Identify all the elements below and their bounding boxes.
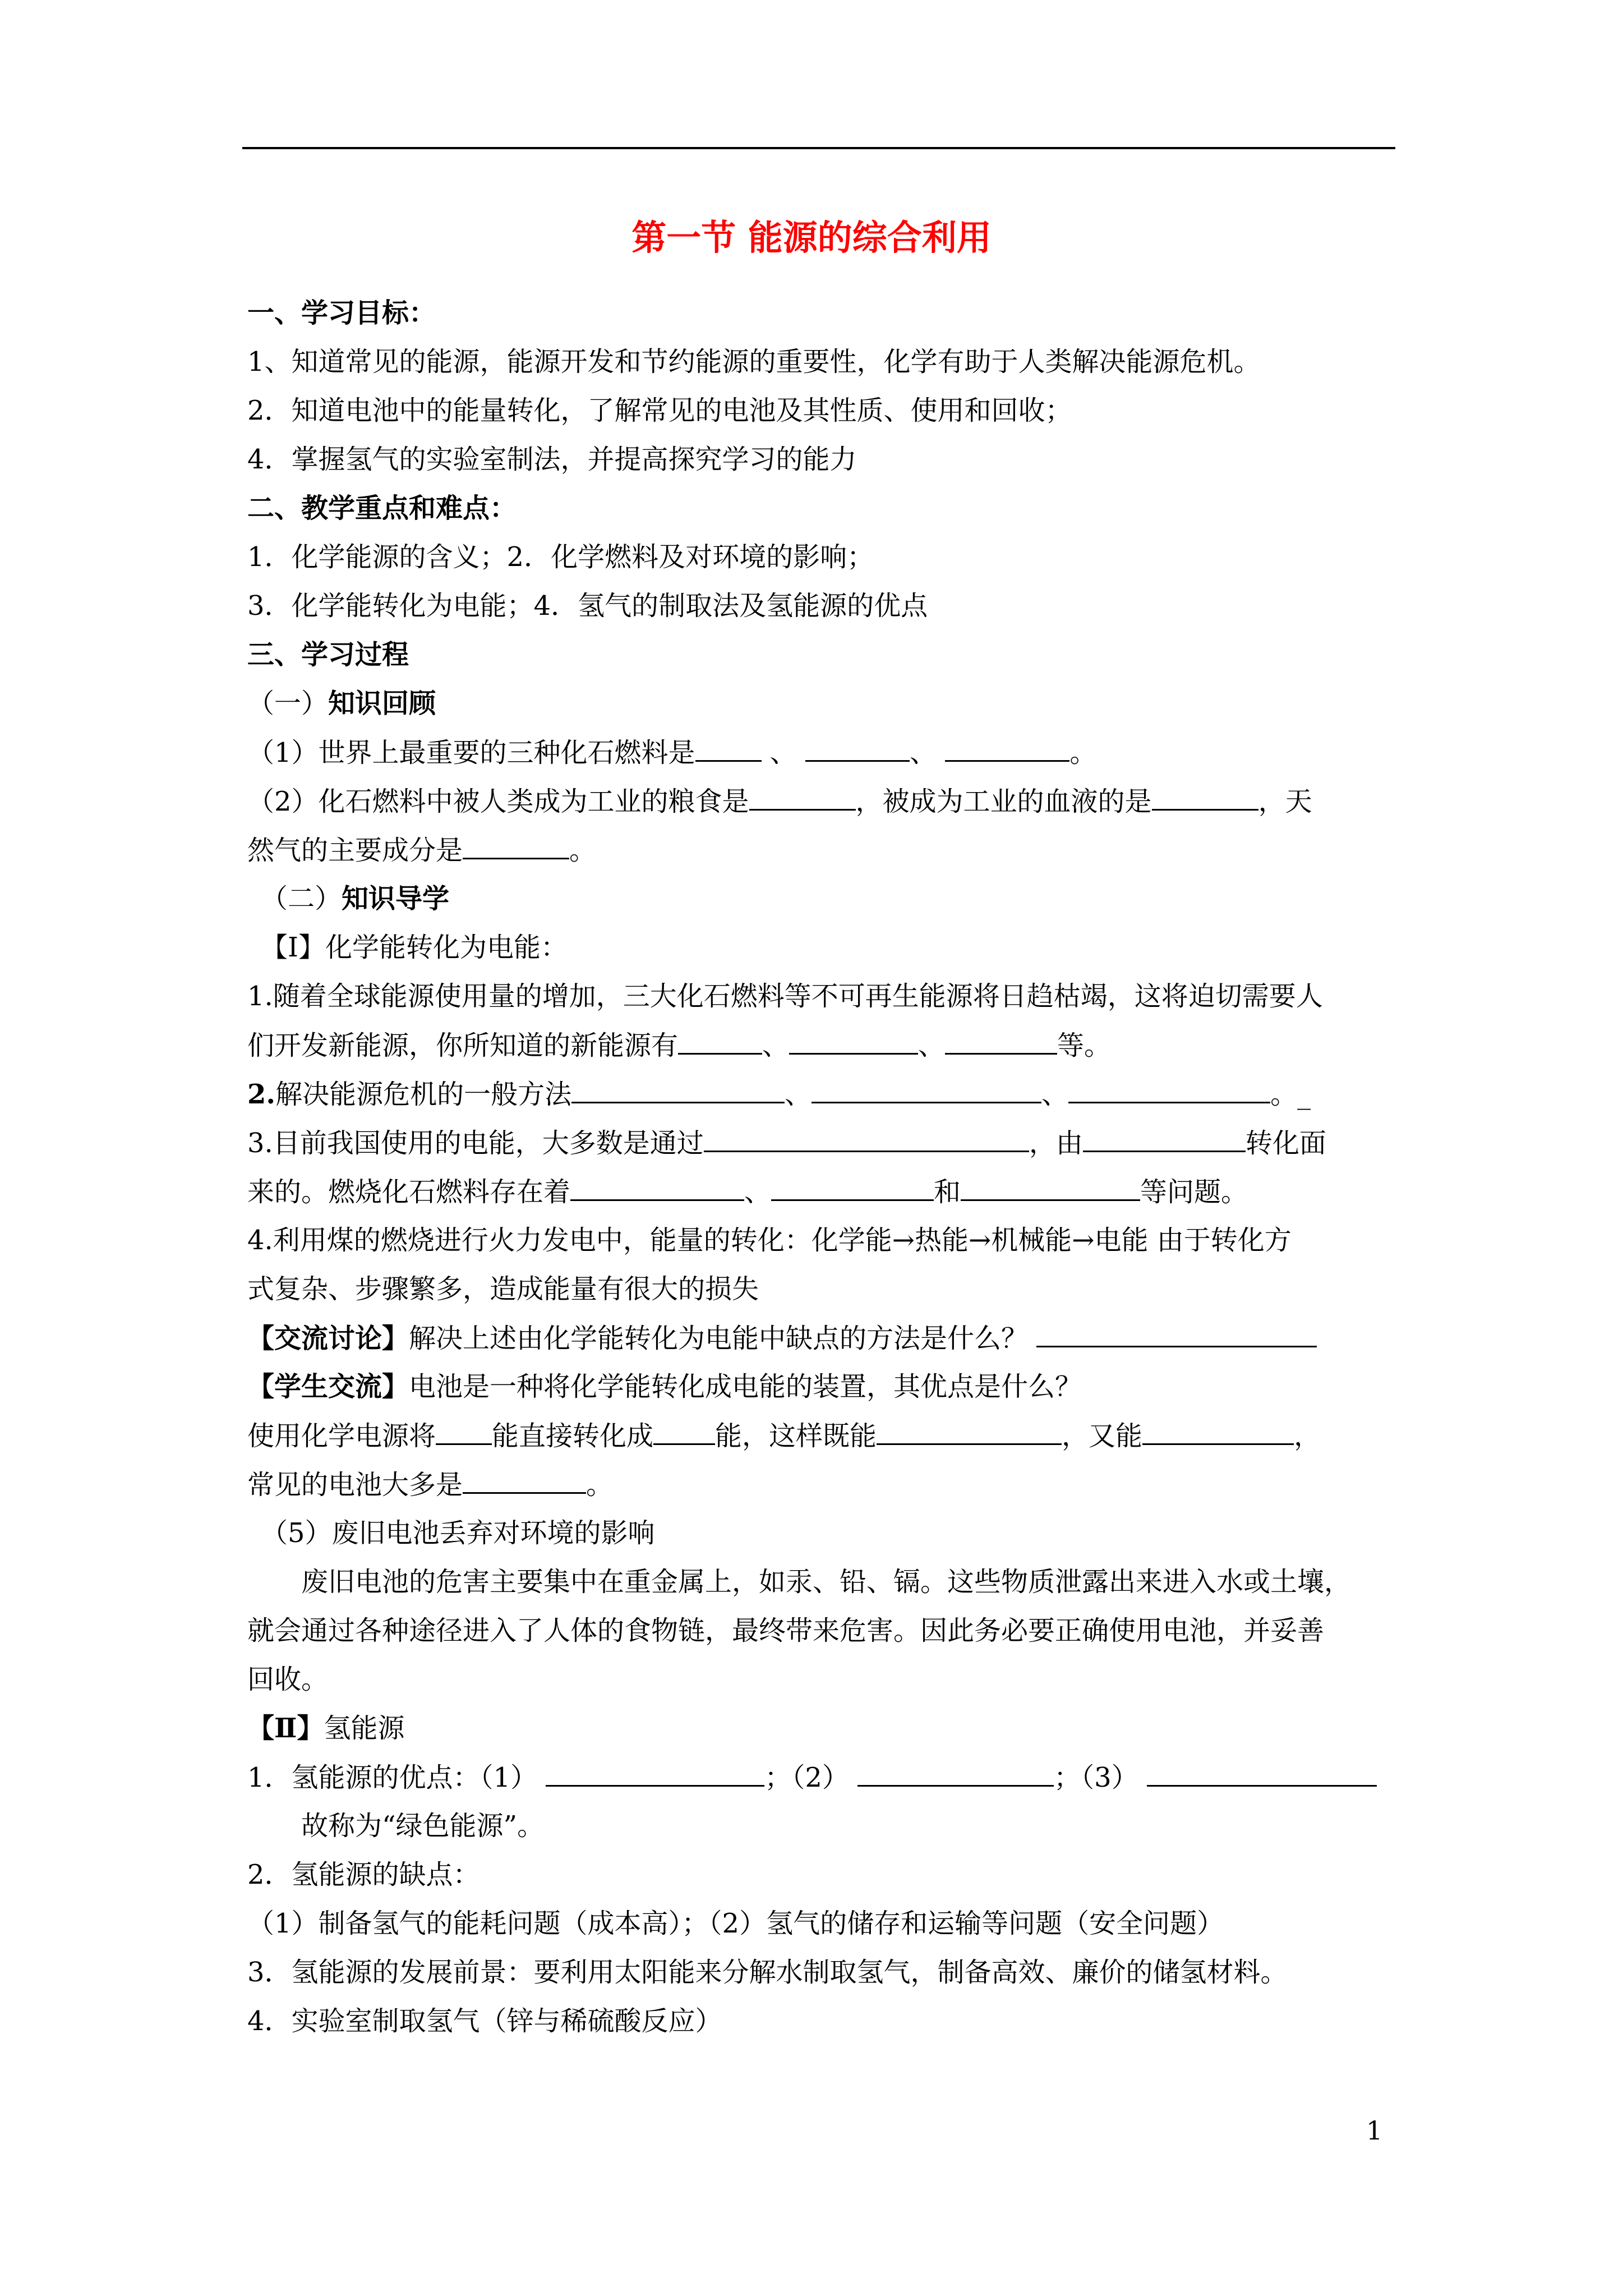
text-segment: 2．氢能源的缺点：: [247, 1859, 480, 1890]
text-segment: 二、教学重点和难点：: [247, 493, 517, 524]
text-line-l36: [247, 2004, 1397, 2038]
fill-in-blank[interactable]: [1142, 1419, 1294, 1445]
text-segment: 一、学习目标：: [247, 297, 436, 329]
text-segment: 、: [1041, 1079, 1069, 1110]
text-segment: 等。: [1057, 1030, 1112, 1061]
fill-in-blank[interactable]: [571, 1077, 785, 1103]
text-segment: 、: [910, 737, 946, 769]
fill-in-blank[interactable]: [1147, 1760, 1377, 1787]
document-title: 第一节 能源的综合利用: [631, 217, 992, 258]
text-segment: 故称为“绿色能源”。: [301, 1810, 545, 1842]
fill-in-blank[interactable]: [961, 1175, 1140, 1201]
text-segment: 1．化学能源的含义；2．化学燃料及对环境的影响；: [247, 541, 874, 573]
text-segment: 【Ⅰ】化学能转化为电能：: [261, 932, 568, 963]
text-segment: （1）制备氢气的能耗问题（成本高）；（2）氢气的储存和运输等问题（安全问题）: [247, 1908, 1224, 1939]
text-segment: ，被成为工业的血液的是: [855, 786, 1152, 817]
text-segment: 解决能源危机的一般方法: [275, 1079, 572, 1110]
text-segment: 2．知道电池中的能量转化，了解常见的电池及其性质、使用和回收；: [247, 395, 1072, 426]
text-segment: 电池是一种将化学能转化成电能的装置，其优点是什么？: [409, 1371, 1082, 1402]
text-segment: （2）化石燃料中被人类成为工业的粮食是: [247, 786, 749, 817]
text-segment: 等问题。: [1140, 1176, 1248, 1208]
text-segment: 解决上述由化学能转化为电能中缺点的方法是什么？: [409, 1323, 1037, 1354]
text-segment: 1.随着全球能源使用量的增加，三大化石燃料等不可再生能源将日趋枯竭，这将迫切需要人: [247, 981, 1323, 1012]
text-segment: 4．实验室制取氢气（锌与稀硫酸反应）: [247, 2005, 722, 2037]
text-segment: 4．掌握氢气的实验室制法，并提高探究学习的能力: [247, 444, 857, 475]
text-segment: 、: [918, 1030, 946, 1061]
text-line-l11: [247, 784, 1397, 818]
text-segment: 转化面: [1245, 1128, 1326, 1159]
text-line-l6: [247, 540, 1397, 574]
fill-in-blank[interactable]: [704, 1126, 1029, 1152]
text-segment: ；（2）: [764, 1762, 858, 1793]
text-line-l30: [247, 1711, 1397, 1745]
fill-in-blank[interactable]: [1083, 1126, 1246, 1152]
fill-in-blank[interactable]: [1036, 1321, 1317, 1347]
text-segment: （5）废旧电池丢弃对环境的影响: [261, 1517, 655, 1549]
text-line-l14: [247, 931, 1410, 964]
text-segment: （二）: [261, 883, 342, 914]
text-segment: 废旧电池的危害主要集中在重金属上，如汞、铅、镉。这些物质泄露出来进入水或土壤，: [301, 1566, 1352, 1598]
fill-in-blank[interactable]: [653, 1419, 715, 1445]
text-line-l8: [247, 638, 1397, 671]
text-segment: 、: [744, 1176, 772, 1208]
text-segment: 使用化学电源将: [247, 1420, 436, 1452]
text-segment: 来的。燃烧化石燃料存在着: [247, 1176, 571, 1208]
text-segment: 。: [586, 1469, 614, 1501]
text-segment: ，由: [1029, 1128, 1083, 1159]
text-line-l24: [247, 1419, 1397, 1453]
text-line-l25: [247, 1467, 1397, 1502]
bold-label: 【交流讨论】: [247, 1323, 409, 1354]
fill-in-blank[interactable]: [463, 833, 569, 859]
text-line-l28: [247, 1614, 1397, 1648]
text-segment: 能直接转化成: [492, 1420, 654, 1452]
text-segment: ，: [1294, 1420, 1321, 1452]
bold-label: 2.: [247, 1079, 276, 1110]
text-line-l10: [247, 735, 1397, 770]
fill-in-blank[interactable]: [805, 735, 910, 762]
text-line-l3: [247, 394, 1397, 427]
text-line-l31: [247, 1760, 1397, 1795]
text-line-l21: [247, 1272, 1397, 1306]
text-line-l26: [247, 1516, 1410, 1550]
fill-in-blank[interactable]: [570, 1175, 744, 1201]
text-segment: 。: [1069, 737, 1097, 769]
text-segment: 常见的电池大多是: [247, 1469, 463, 1501]
text-line-l9: [247, 687, 1397, 720]
text-line-l22: [247, 1321, 1397, 1355]
text-line-l1: [247, 296, 1397, 330]
text-segment: 式复杂、步骤繁多，造成能量有很大的损失: [247, 1273, 759, 1305]
fill-in-blank[interactable]: [695, 735, 762, 762]
bold-label: 【学生交流】: [247, 1371, 409, 1402]
fill-in-blank[interactable]: [1068, 1077, 1270, 1103]
text-line-l17: [247, 1077, 1397, 1111]
text-segment: 和: [934, 1176, 961, 1208]
fill-in-blank[interactable]: [678, 1028, 762, 1055]
text-line-l23: [247, 1370, 1397, 1404]
text-line-l19: [247, 1175, 1397, 1209]
text-segment: 能，这样既能: [715, 1420, 877, 1452]
fill-in-blank[interactable]: [463, 1467, 586, 1494]
fill-in-blank[interactable]: [877, 1419, 1062, 1445]
text-segment: 3．化学能转化为电能；4．氢气的制取法及氢能源的优点: [247, 590, 928, 622]
fill-in-blank[interactable]: [1152, 784, 1258, 811]
text-line-l27: [247, 1565, 1451, 1599]
text-segment: 、: [761, 737, 806, 769]
text-segment: 三、学习过程: [247, 639, 409, 670]
text-line-l20: [247, 1223, 1397, 1257]
fill-in-blank[interactable]: [789, 1028, 918, 1055]
fill-in-blank[interactable]: [945, 1028, 1057, 1055]
text-line-l12: [247, 833, 1397, 867]
bold-label: 知识导学: [342, 883, 450, 914]
text-segment: 、: [762, 1030, 790, 1061]
fill-in-blank[interactable]: [857, 1760, 1054, 1787]
text-line-l32: [247, 1809, 1451, 1843]
text-segment: 。: [569, 835, 597, 866]
text-segment: 4.利用煤的燃烧进行火力发电中，能量的转化：化学能→热能→机械能→电能 由于转化方: [247, 1225, 1292, 1256]
fill-in-blank[interactable]: [546, 1760, 764, 1787]
text-segment: 就会通过各种途径进入了人体的食物链，最终带来危害。因此务必要正确使用电池，并妥善: [247, 1615, 1325, 1646]
fill-in-blank[interactable]: [811, 1077, 1041, 1103]
text-segment: 3．氢能源的发展前景：要利用太阳能来分解水制取氢气，制备高效、廉价的储氢材料。: [247, 1957, 1288, 1988]
text-segment: 然气的主要成分是: [247, 835, 463, 866]
text-line-l29: [247, 1663, 1397, 1696]
text-segment: 们开发新能源，你所知道的新能源有: [247, 1030, 679, 1061]
fill-in-blank[interactable]: [749, 784, 856, 811]
bold-label: 【Ⅱ】: [247, 1713, 324, 1744]
text-segment: ，天: [1258, 786, 1312, 817]
text-segment: （1）世界上最重要的三种化石燃料是: [247, 737, 695, 769]
text-line-l15: [247, 979, 1397, 1013]
fill-in-blank[interactable]: [436, 1419, 492, 1445]
text-line-l5: [247, 491, 1397, 525]
fill-in-blank[interactable]: [771, 1175, 934, 1201]
text-segment: （一）: [247, 688, 329, 719]
text-segment: ；（3）: [1054, 1762, 1147, 1793]
text-line-l18: [247, 1126, 1397, 1160]
page-number: 1: [1366, 2115, 1383, 2146]
text-segment: 1、知道常见的能源，能源开发和节约能源的重要性，化学有助于人类解决能源危机。: [247, 346, 1261, 378]
fill-in-blank[interactable]: [945, 735, 1069, 762]
text-segment: 。_: [1270, 1079, 1311, 1110]
text-line-l2: [247, 345, 1397, 379]
text-line-l13: [247, 882, 1410, 915]
text-line-l4: [247, 443, 1397, 476]
text-segment: ，又能: [1062, 1420, 1143, 1452]
bold-label: 知识回顾: [328, 688, 436, 719]
text-line-l35: [247, 1955, 1397, 1989]
text-segment: 3.目前我国使用的电能，大多数是通过: [247, 1128, 704, 1159]
text-segment: 、: [785, 1079, 812, 1110]
text-line-l34: [247, 1907, 1397, 1940]
text-segment: 1．氢能源的优点：（1）: [247, 1762, 546, 1793]
text-line-l16: [247, 1028, 1397, 1062]
text-line-l7: [247, 589, 1397, 623]
text-segment: 氢能源: [324, 1713, 405, 1744]
text-line-l33: [247, 1858, 1397, 1892]
text-segment: 回收。: [247, 1664, 329, 1695]
header-rule: [242, 147, 1395, 149]
